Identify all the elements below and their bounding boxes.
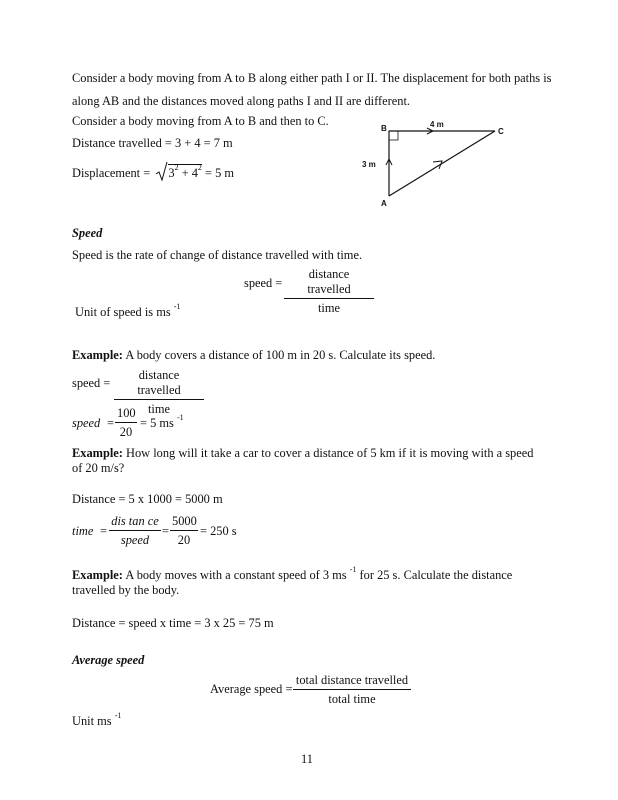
average-speed-heading: Average speed <box>72 653 145 667</box>
page-number: 11 <box>301 752 313 766</box>
average-speed-lhs: Average speed = <box>210 682 293 696</box>
intro-line-1: Consider a body moving from A to B along either path I or II. The displacement for both paths is <box>72 71 552 85</box>
segment-ac <box>389 131 495 196</box>
label-c: C <box>498 127 504 136</box>
example2-equals-1: = <box>100 524 107 538</box>
example2-value-fraction: $\frac{5000}{20}$ <box>172 514 197 547</box>
example3-answer: Distance = speed x time = 3 x 25 = 75 m <box>72 616 274 630</box>
example1-result: = 5 ms $^{-1}$ <box>140 413 184 430</box>
distance-travelled-line: Distance travelled = 3 + 4 = 7 m <box>72 136 233 150</box>
example1-formula-fraction: distance travelled time <box>114 368 204 417</box>
displacement-label: Displacement = <box>72 166 151 180</box>
radicand: $3^2 + 4^2$ <box>168 163 202 180</box>
intro-line-3: Consider a body moving from A to B and then to C. <box>72 114 329 128</box>
speed-definition: Speed is the rate of change of distance travelled with time. <box>72 248 363 262</box>
label-4m: 4 m <box>430 120 444 129</box>
displacement-result: = 5 m <box>205 166 235 180</box>
label-3m: 3 m <box>362 160 376 169</box>
example2-question-line2: of 20 m/s? <box>72 461 125 475</box>
speed-formula-lhs: speed = <box>244 276 283 290</box>
speed-heading: Speed <box>72 226 103 240</box>
speed-unit: Unit of speed is ms $^{-1}$ <box>75 302 181 319</box>
example3-question-line2: travelled by the body. <box>72 583 180 597</box>
example2-question-line1: Example: How long will it take a car to cover a distance of 5 km if it is moving with a speed <box>72 446 534 460</box>
example2-time-fraction: dis tan ce speed <box>109 514 161 548</box>
example2-result: = 250 s <box>200 524 237 538</box>
label-a: A <box>381 199 387 208</box>
square-root-icon <box>156 162 168 182</box>
example1-question: Example: A body covers a distance of 100 m in 20 s. Calculate its speed. <box>72 348 436 362</box>
example2-distance: Distance = 5 x 1000 = 5000 m <box>72 492 223 506</box>
example3-question-line1: Example: A body moves with a constant speed of 3 ms $^{-1}$ for 25 s. Calculate the distance <box>72 565 513 582</box>
right-angle-icon <box>389 131 398 140</box>
example2-time-lhs: time <box>72 524 94 538</box>
intro-line-2: along AB and the distances moved along paths I and II are different. <box>72 94 411 108</box>
example1-equals: = <box>107 416 114 430</box>
speed-formula-fraction: distance travelled time <box>284 267 374 316</box>
average-speed-unit: Unit ms $^{-1}$ <box>72 711 122 728</box>
path-diagram <box>355 120 515 215</box>
displacement-equation <box>72 162 234 182</box>
example2-equals-2: = <box>162 524 169 538</box>
example1-speed-lhs: speed <box>72 416 101 430</box>
example1-speed-fraction: $\frac{100}{20}$ <box>117 406 136 439</box>
average-speed-fraction: total distance travelled total time <box>293 673 411 707</box>
example1-formula-lhs: speed = <box>72 376 111 390</box>
label-b: B <box>381 124 387 133</box>
